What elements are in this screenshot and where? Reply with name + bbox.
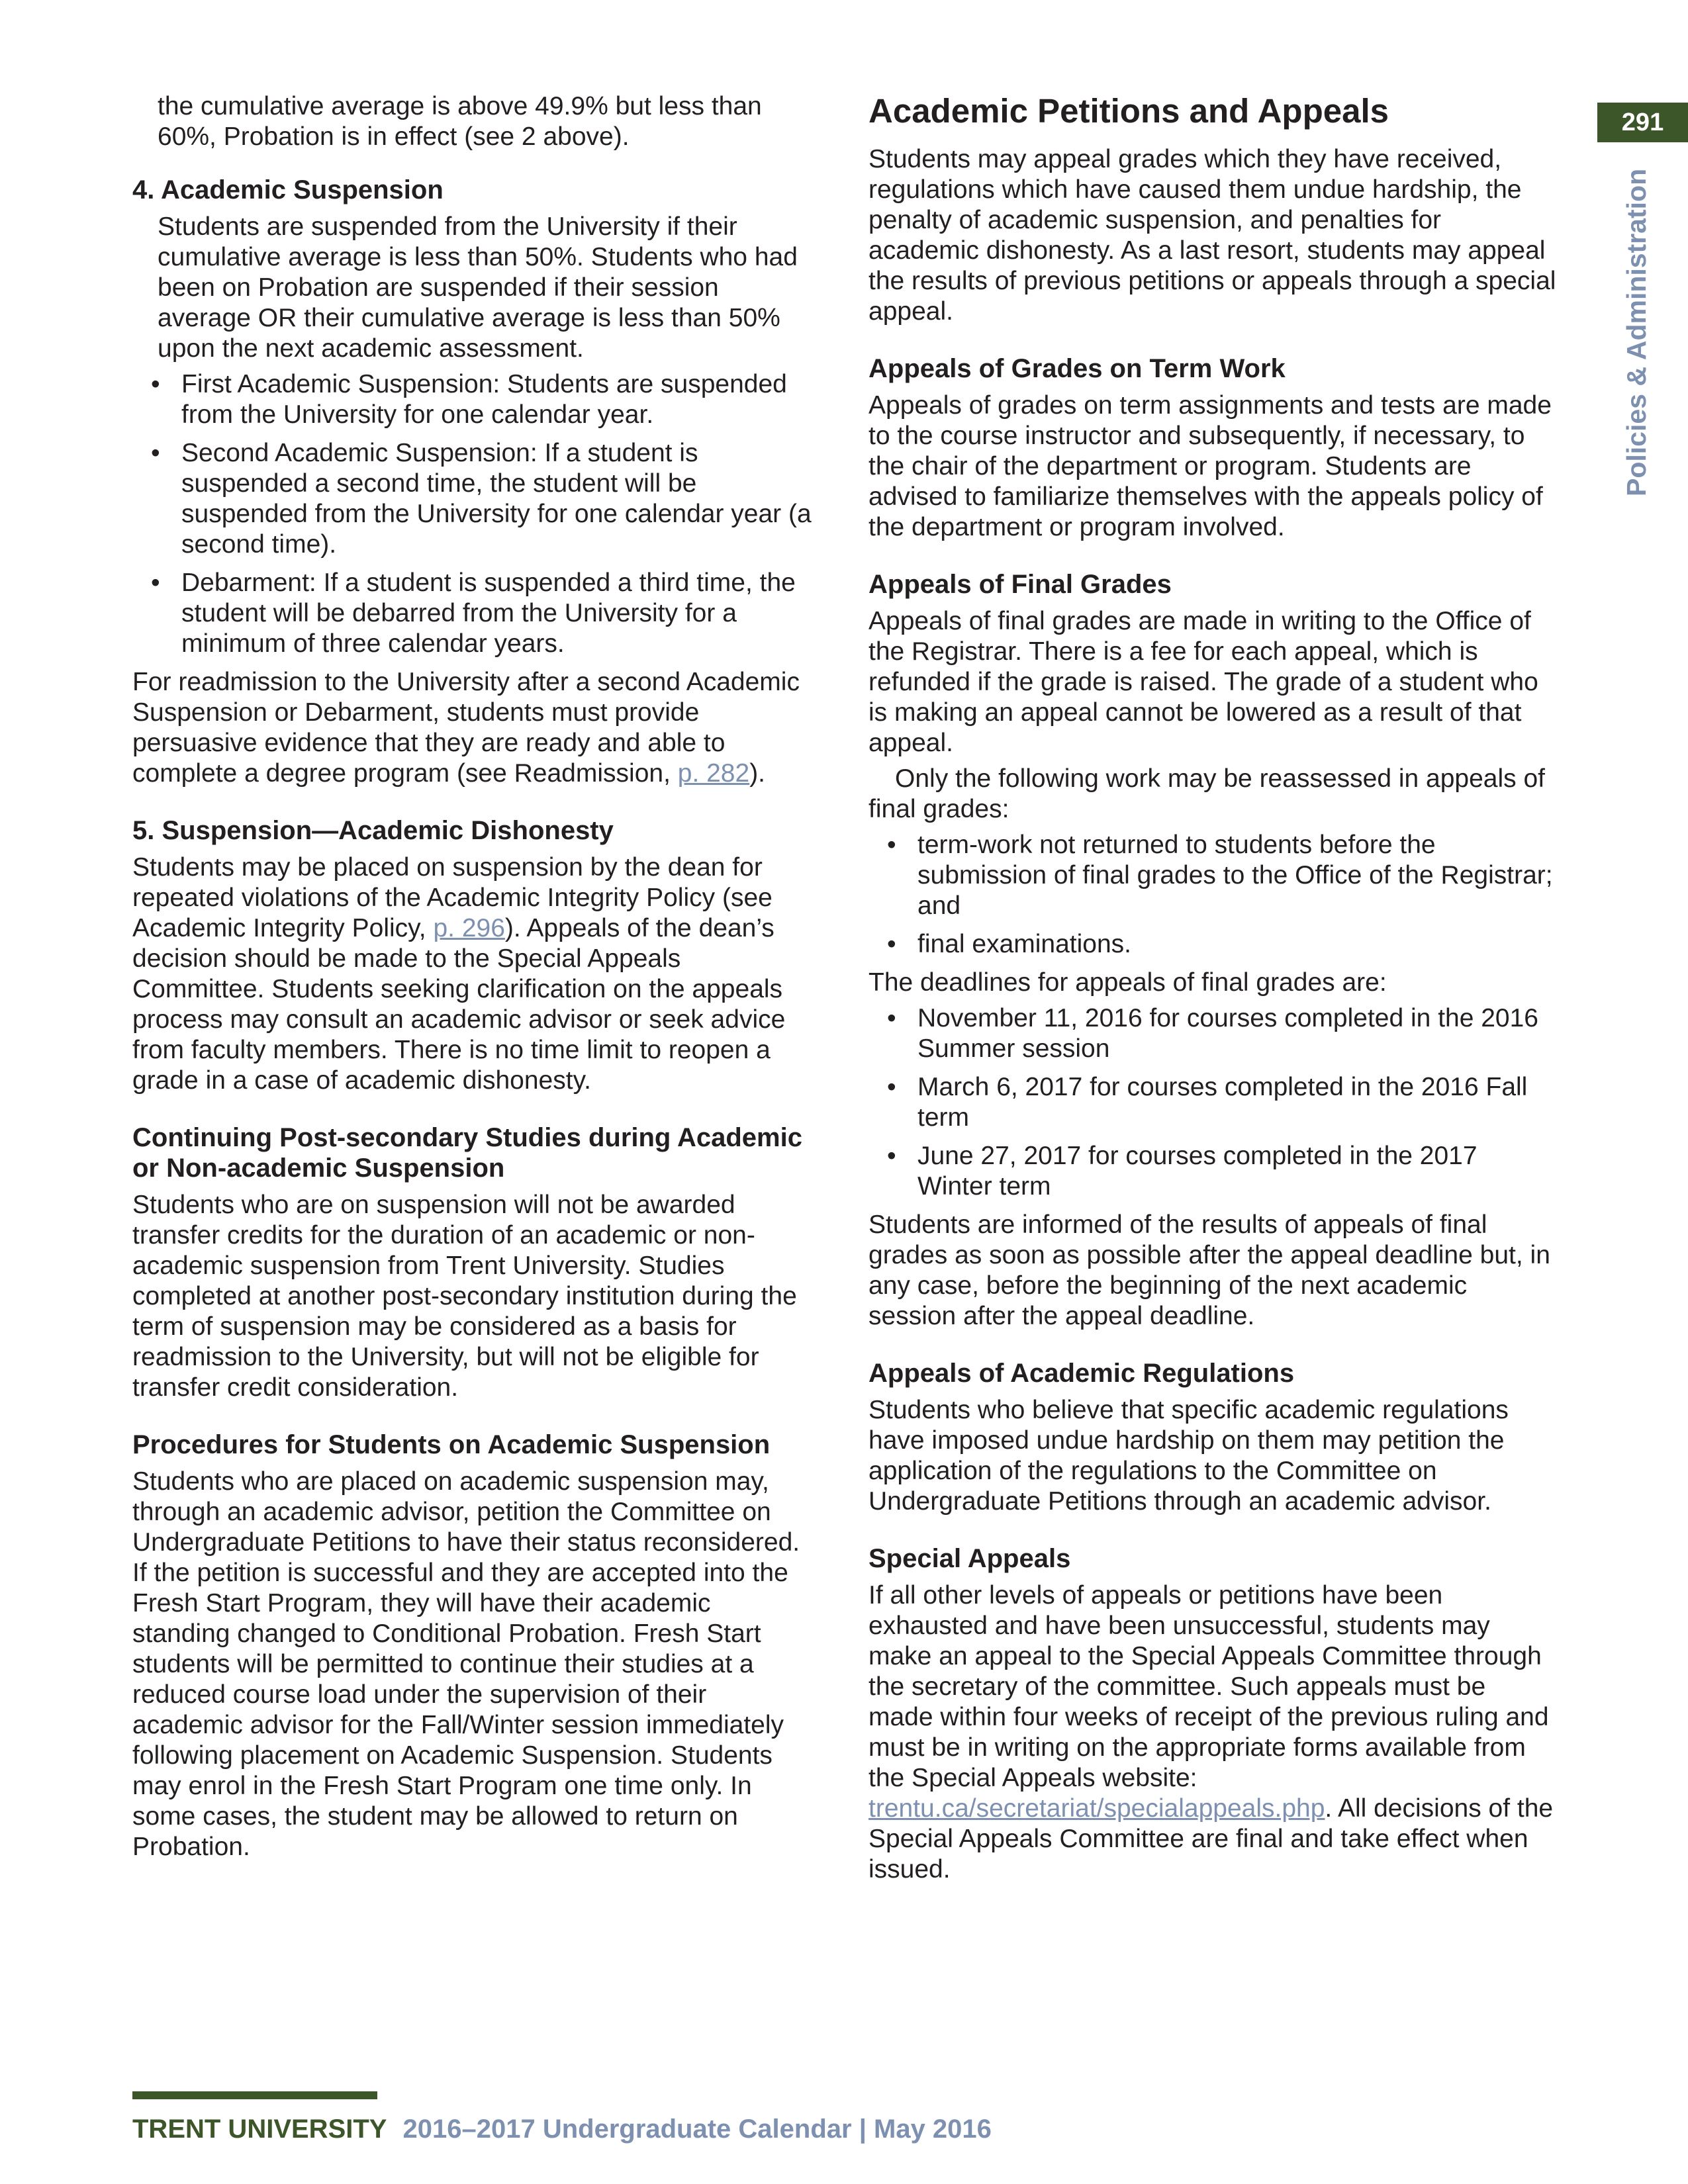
footer-university: TRENT UNIVERSITY	[132, 2115, 387, 2144]
list-item: • Debarment: If a student is suspended a third time, the student will be debarred from the University for a minimum of three calendar years.	[132, 568, 814, 659]
term-work-body: Appeals of grades on term assignments and tests are made to the course instructor and subsequently, if necessary, to the chair of the department or program. Students are advised to familiarize themselves with the appeals policy of the department or program involved.	[868, 391, 1552, 541]
academic-suspension-heading: 4. Academic Suspension	[132, 175, 444, 205]
special-appeals-website-link[interactable]: trentu.ca/secretariat/specialappeals.php	[868, 1794, 1325, 1823]
regulations-heading: Appeals of Academic Regulations	[868, 1359, 1295, 1388]
special-appeals-body: If all other levels of appeals or petitions have been exhausted and have been unsuccessful, students may make an appeal to the Special Appeals Committee through the secretary of the committee. Such appeals must be made within four weeks of receipt of the previous ruling and must be in writing on the appropriate forms available from the Special Appeals website: trentu.ca/secretariat/specialappeals.php. All decisions of the Special Appeals Committee are final and take effect when issued.	[868, 1581, 1554, 1884]
suspension-dishonesty-body: Students may be placed on suspension by the dean for repeated violations of the Academic Integrity Policy (see Academic Integrity Policy, p. 296). Appeals of the dean’s decision should be made to the Special Appeals Committee. Students seeking clarification on the appeals process may consult an academic advisor or seek advice from faculty members. There is no time limit to reopen a grade in a case of academic dishonesty.	[132, 853, 786, 1095]
suspension-dishonesty-heading: 5. Suspension—Academic Dishonesty	[132, 816, 614, 845]
regulations-body: Students who believe that specific academic regulations have imposed undue hardship on them may petition the application of the regulations to the Committee on Undergraduate Petitions through an academic advisor.	[868, 1396, 1509, 1516]
reassessable-work-list	[868, 830, 1557, 960]
final-grades-heading: Appeals of Final Grades	[868, 570, 1172, 599]
final-grades-body: Appeals of final grades are made in writing to the Office of the Registrar. There is a fee for each appeal, which is refunded if the grade is raised. The grade of a student who is making an appeal cannot be lowered as a result of that appeal.	[868, 607, 1538, 757]
list-item: • March 6, 2017 for courses completed in the 2016 Fall term	[868, 1072, 1557, 1133]
deadlines-list	[868, 1003, 1557, 1202]
term-work-heading: Appeals of Grades on Term Work	[868, 354, 1286, 383]
list-item: • final examinations.	[868, 929, 1557, 960]
page-title: Academic Petitions and Appeals	[868, 92, 1389, 130]
results-notice: Students are informed of the results of appeals of final grades as soon as possible after the appeal deadline but, in any case, before the beginning of the next academic session after the appeal deadline.	[868, 1210, 1550, 1330]
procedures-body: Students who are placed on academic suspension may, through an academic advisor, petition the Committee on Undergraduate Petitions to have their status reconsidered. If the petition is successful and they are accepted into the Fresh Start Program, they will have their academic standing changed to Conditional Probation. Fresh Start students will be permitted to continue their studies at a reduced course load under the supervision of their academic advisor for the Fall/Winter session immediately following placement on Academic Suspension. Students may enrol in the Fresh Start Program one time only. In some cases, the student may be allowed to return on Probation.	[132, 1467, 800, 1861]
list-item: • Second Academic Suspension: If a student is suspended a second time, the student will be suspended from the University for one calendar year (a second time).	[132, 438, 814, 560]
footer-rule	[132, 2091, 377, 2099]
list-item: • term-work not returned to students before the submission of final grades to the Office of the Registrar; and	[868, 830, 1557, 921]
footer	[132, 2113, 992, 2145]
reassessed-work-intro: Only the following work may be reassessed in appeals of final grades:	[868, 764, 1546, 823]
petitions-intro: Students may appeal grades which they have received, regulations which have caused them undue hardship, the penalty of academic suspension, and penalties for academic dishonesty. As a last resort, students may appeal the results of previous petitions or appeals through a special appeal.	[868, 145, 1556, 326]
list-item: • June 27, 2017 for courses completed in the 2017 Winter term	[868, 1141, 1557, 1202]
section-side-tab: Policies & Administration	[1621, 168, 1652, 496]
footer-calendar: 2016–2017 Undergraduate Calendar | May 2016	[402, 2115, 992, 2144]
deadlines-intro: The deadlines for appeals of final grades are:	[868, 968, 1387, 997]
readmission-paragraph: For readmission to the University after a second Academic Suspension or Debarment, students must provide persuasive evidence that they are ready and able to complete a degree program (see Readmission, p. 282).	[132, 668, 800, 788]
right-column	[868, 91, 1557, 1885]
suspension-levels-list	[132, 369, 814, 659]
continuing-studies-body: Students who are on suspension will not be awarded transfer credits for the duration of an academic or non-academic suspension from Trent University. Studies completed at another post-secondary institution during the term of suspension may be considered as a basis for readmission to the University, but will not be eligible for transfer credit consideration.	[132, 1191, 797, 1402]
intro-continuation: the cumulative average is above 49.9% but less than 60%, Probation is in effect (see 2 above).	[158, 92, 762, 151]
procedures-heading: Procedures for Students on Academic Suspension	[132, 1430, 771, 1459]
list-item: • November 11, 2016 for courses completed in the 2016 Summer session	[868, 1003, 1557, 1064]
academic-suspension-body: Students are suspended from the University if their cumulative average is less than 50%. Students who had been on Probation are suspended if their session average OR their cumulative average is less than 50% upon the next academic assessment.	[158, 212, 798, 363]
page-number-badge: 291	[1597, 103, 1688, 142]
list-item: • First Academic Suspension: Students are suspended from the University for one calendar year.	[132, 369, 814, 430]
readmission-page-link[interactable]: p. 282	[677, 759, 750, 788]
special-appeals-heading: Special Appeals	[868, 1544, 1071, 1573]
continuing-studies-heading: Continuing Post-secondary Studies during Academic or Non-academic Suspension	[132, 1123, 802, 1183]
left-column	[132, 91, 814, 1862]
integrity-policy-page-link[interactable]: p. 296	[433, 914, 505, 942]
